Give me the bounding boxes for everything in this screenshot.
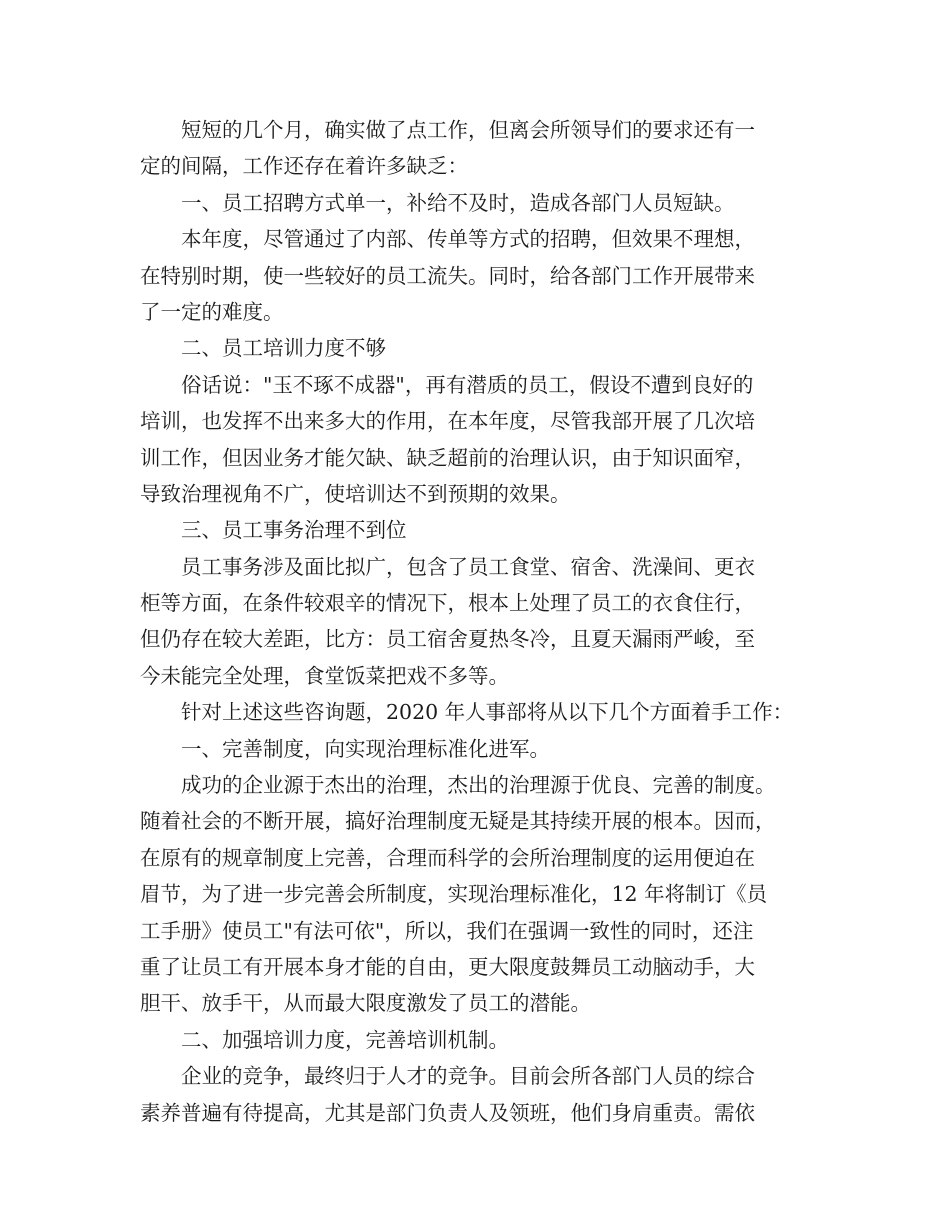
text-line: 在特别时期，使一些较好的员工流失。同时，给各部门工作开展带来: [140, 263, 755, 288]
text-line: 胆干、放手干，从而最大限度激发了员工的潜能。: [140, 991, 591, 1016]
document-body: [140, 112, 820, 1131]
text-line: 一、完善制度，向实现治理标准化进军。: [181, 736, 550, 761]
text-line: 短短的几个月，确实做了点工作，但离会所领导们的要求还有一: [181, 118, 755, 142]
text-line: 今未能完全处理，食堂饭菜把戏不多等。: [140, 663, 509, 688]
text-line: 一、员工招聘方式单一，补给不及时，造成各部门人员短缺。: [181, 190, 735, 215]
text-line: 员工事务涉及面比拟广，包含了员工食堂、宿舍、洗澡间、更衣: [181, 554, 755, 579]
text-line: 重了让员工有开展本身才能的自由，更大限度鼓舞员工动脑动手，大: [140, 954, 755, 979]
text-line: 俗话说："玉不琢不成器"，再有潜质的员工，假设不遭到良好的: [181, 372, 754, 397]
text-line: 随着社会的不断开展，搞好治理制度无疑是其持续开展的根本。因而，: [140, 809, 776, 834]
text-line: 但仍存在较大差距，比方：员工宿舍夏热冬冷，且夏天漏雨严峻，至: [140, 627, 755, 652]
text-line: 培训，也发挥不出来多大的作用，在本年度，尽管我部开展了几次培: [140, 409, 755, 434]
text-line: 二、员工培训力度不够: [181, 336, 386, 361]
text-line: 训工作，但因业务才能欠缺、缺乏超前的治理认识，由于知识面窄，: [140, 445, 755, 470]
text-line: 导致治理视角不广，使培训达不到预期的效果。: [140, 481, 571, 506]
text-line: 针对上述这些咨询题，2020 年人事部将从以下几个方面着手工作：: [181, 700, 794, 725]
text-line: 二、加强培训力度，完善培训机制。: [181, 1027, 509, 1052]
text-line: 柜等方面，在条件较艰辛的情况下，根本上处理了员工的衣食住行，: [140, 591, 755, 616]
text-line: 了一定的难度。: [140, 299, 284, 324]
text-line: 本年度，尽管通过了内部、传单等方式的招聘，但效果不理想，: [181, 227, 755, 252]
text-line: 在原有的规章制度上完善，合理而科学的会所治理制度的运用便迫在: [140, 845, 755, 870]
text-line: 三、员工事务治理不到位: [181, 518, 407, 543]
text-line: 定的间隔，工作还存在着许多缺乏：: [140, 154, 468, 179]
text-line: 成功的企业源于杰出的治理，杰出的治理源于优良、完善的制度。: [181, 773, 776, 798]
text-line: 企业的竞争，最终归于人才的竞争。目前会所各部门人员的综合: [181, 1064, 755, 1089]
text-line: 工手册》使员工"有法可依"，所以，我们在强调一致性的同时，还注: [140, 918, 754, 943]
text-line: 眉节，为了进一步完善会所制度，实现治理标准化，12 年将制订《员: [140, 882, 768, 907]
text-line: 素养普遍有待提高，尤其是部门负责人及领班，他们身肩重责。需依: [140, 1100, 755, 1125]
